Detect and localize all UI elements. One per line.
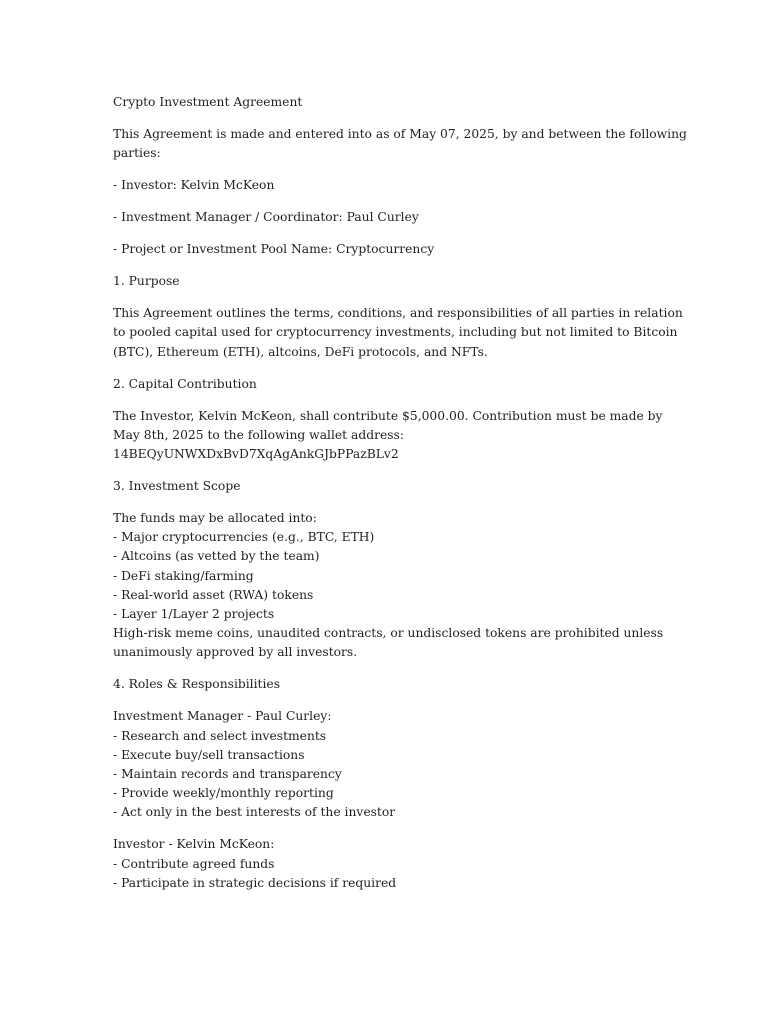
capital-line: May 8th, 2025 to the following wallet address: <box>113 427 405 442</box>
manager-list-item: - Provide weekly/monthly reporting <box>113 786 334 801</box>
capital-paragraph <box>113 407 663 465</box>
section-heading-purpose: 1. Purpose <box>113 274 180 289</box>
scope-line: unanimously approved by all investors. <box>113 645 358 660</box>
capital-line: The Investor, Kelvin McKeon, shall contribute $5,000.00. Contribution must be made by <box>113 408 663 423</box>
investor-list-item: - Contribute agreed funds <box>113 856 275 871</box>
scope-list-item: - DeFi staking/farming <box>113 568 254 583</box>
manager-list-item: - Act only in the best interests of the investor <box>113 805 396 820</box>
document-title: Crypto Investment Agreement <box>113 95 303 109</box>
scope-line: High-risk meme coins, unaudited contracts, or undisclosed tokens are prohibited unless <box>113 626 664 641</box>
scope-list-item: - Real-world asset (RWA) tokens <box>113 587 314 602</box>
party-manager: - Investment Manager / Coordinator: Paul Curley <box>113 210 419 225</box>
manager-list-item: - Execute buy/sell transactions <box>113 747 305 762</box>
purpose-paragraph <box>113 304 683 362</box>
investor-list-item: - Participate in strategic decisions if required <box>113 875 397 890</box>
section-heading-capital: 2. Capital Contribution <box>113 376 257 391</box>
wallet-address: 14BEQyUNWXDxBvD7XqAgAnkGJbPPazBLv2 <box>113 447 399 462</box>
scope-paragraph <box>113 509 664 663</box>
scope-list-item: - Layer 1/Layer 2 projects <box>113 607 275 622</box>
scope-line: The funds may be allocated into: <box>113 511 317 526</box>
investor-role-title: Investor - Kelvin McKeon: <box>113 837 275 852</box>
intro-line: This Agreement is made and entered into as of May 07, 2025, by and between the following <box>113 127 687 141</box>
purpose-line: (BTC), Ethereum (ETH), altcoins, DeFi protocols, and NFTs. <box>113 344 488 359</box>
section-heading-roles: 4. Roles & Responsibilities <box>113 677 281 692</box>
section-heading-scope: 3. Investment Scope <box>113 479 241 494</box>
intro-line: parties: <box>113 146 161 161</box>
manager-responsibilities <box>113 707 658 822</box>
manager-role-title: Investment Manager - Paul Curley: <box>113 709 332 724</box>
party-pool: - Project or Investment Pool Name: Cryptocurrency <box>113 242 435 257</box>
party-investor: - Investor: Kelvin McKeon <box>113 178 275 193</box>
investor-responsibilities <box>113 835 658 893</box>
manager-list-item: - Research and select investments <box>113 728 327 743</box>
purpose-line: This Agreement outlines the terms, conditions, and responsibilities of all parties in relation <box>113 306 683 321</box>
purpose-line: to pooled capital used for cryptocurrency investments, including but not limited to Bitcoin <box>113 325 678 340</box>
scope-list-item: - Altcoins (as vetted by the team) <box>113 549 320 564</box>
intro-paragraph <box>113 125 687 163</box>
manager-list-item: - Maintain records and transparency <box>113 767 342 782</box>
document-body <box>113 93 687 906</box>
scope-list-item: - Major cryptocurrencies (e.g., BTC, ETH) <box>113 530 375 545</box>
